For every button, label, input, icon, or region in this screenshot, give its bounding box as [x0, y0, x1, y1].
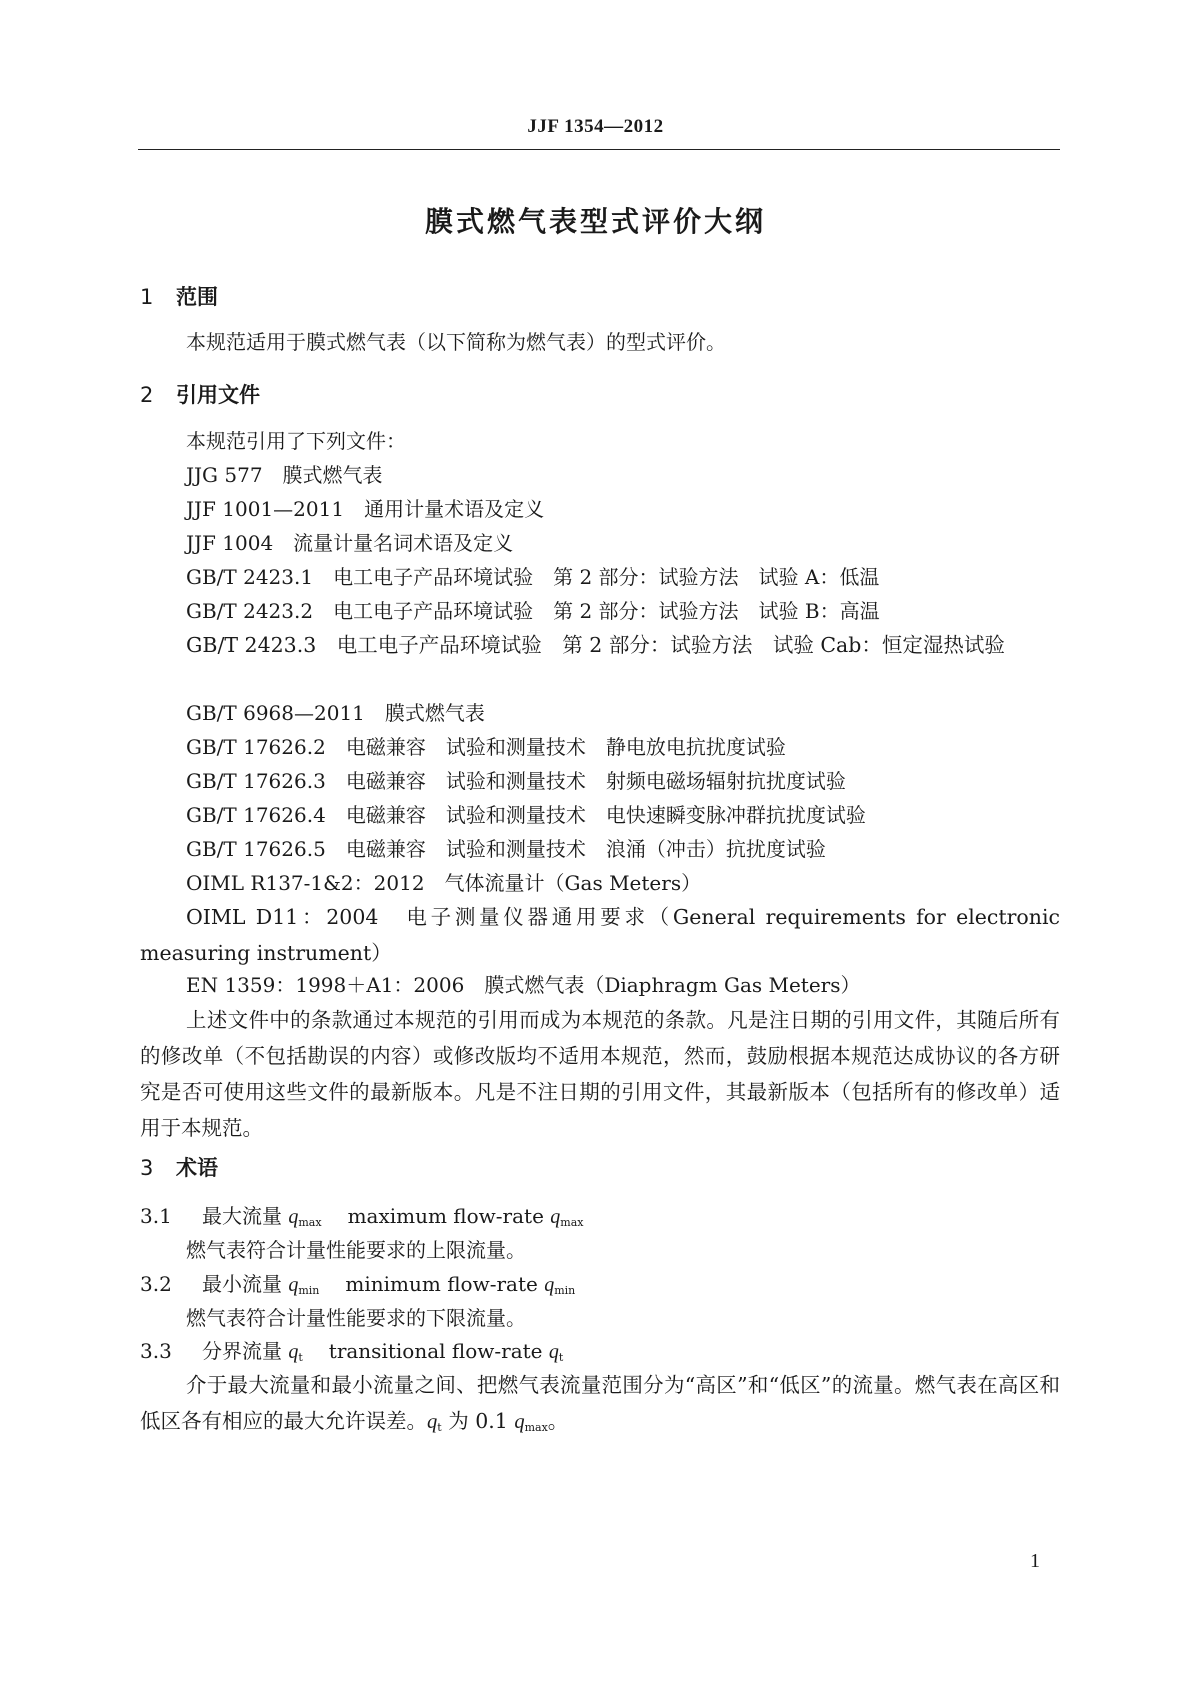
ref-item: GB/T 2423.2 电工电子产品环境试验 第 2 部分：试验方法 试验 B：高温: [186, 599, 880, 623]
refs-paragraph: 上述文件中的条款通过本规范的引用而成为本规范的条款。凡是注日期的引用文件，其随后所有的修改单（不包括勘误的内容）或修改版均不适用本规范，然而，鼓励根据本规范达成协议的各方研究是否可使用这些文件的最新版本。凡是不注日期的引用文件，其最新版本（包括所有的修改单）适用于本规范。: [140, 1008, 1060, 1140]
term-cn: 最大流量: [202, 1204, 282, 1228]
ref-item: JJG 577 膜式燃气表: [186, 463, 383, 487]
term-subscript: t: [558, 1351, 564, 1364]
term-subscript: t: [298, 1351, 303, 1364]
section-2-heading: [140, 379, 260, 409]
term-en: minimum flow-rate: [345, 1272, 538, 1296]
term-symbol: q: [288, 1341, 299, 1363]
term-number: 3.1: [140, 1204, 172, 1228]
term-3-3-definition: [140, 1367, 1060, 1446]
term-3-2: [140, 1269, 575, 1306]
term-symbol: q: [548, 1341, 559, 1363]
note-middle: 为 0.1: [441, 1409, 515, 1433]
section-2-number: 2: [140, 383, 154, 407]
section-3-number: 3: [140, 1156, 154, 1180]
note-subscript: t: [437, 1421, 442, 1434]
note-symbol: q: [514, 1411, 525, 1433]
ref-item: OIML D11：2004 电子测量仪器通用要求（General requirements for electronic measuring instrument）: [140, 905, 1060, 965]
ref-item: JJF 1004 流量计量名词术语及定义: [186, 531, 514, 555]
note-symbol: q: [427, 1411, 438, 1433]
term-3-1: [140, 1201, 583, 1238]
term-symbol: q: [544, 1274, 555, 1296]
section-3-title: 术语: [176, 1156, 218, 1180]
ref-item: GB/T 2423.1 电工电子产品环境试验 第 2 部分：试验方法 试验 A：低温: [186, 565, 880, 589]
term-number: 3.3: [140, 1339, 172, 1363]
note-end: 。: [547, 1409, 569, 1433]
ref-item: GB/T 17626.3 电磁兼容 试验和测量技术 射频电磁场辐射抗扰度试验: [186, 769, 846, 793]
term-subscript: max: [298, 1216, 322, 1229]
ref-item: GB/T 2423.3 电工电子产品环境试验 第 2 部分：试验方法 试验 Cab：恒定湿热试验: [186, 633, 1005, 657]
page-title: 膜式燃气表型式评价大纲: [424, 205, 766, 238]
ref-item: GB/T 17626.4 电磁兼容 试验和测量技术 电快速瞬变脉冲群抗扰度试验: [186, 803, 866, 827]
term-symbol: q: [288, 1274, 299, 1296]
section-1-number: 1: [140, 285, 154, 309]
term-symbol: q: [288, 1206, 299, 1228]
term-symbol: q: [550, 1206, 561, 1228]
ref-item: GB/T 17626.2 电磁兼容 试验和测量技术 静电放电抗扰度试验: [186, 735, 786, 759]
term-cn: 最小流量: [202, 1272, 282, 1296]
term-subscript: min: [298, 1284, 320, 1297]
ref-item: GB/T 6968—2011 膜式燃气表: [186, 701, 485, 725]
term-subscript: min: [554, 1284, 576, 1297]
term-3-3-definition-text: 介于最大流量和最小流量之间、把燃气表流量范围分为“高区”和“低区”的流量。燃气表在高区和低区各有相应的最大允许误差。: [140, 1373, 1060, 1433]
header-code: JJF 1354—2012: [527, 116, 664, 137]
term-subscript: max: [560, 1216, 584, 1229]
ref-item: JJF 1001—2011 通用计量术语及定义: [186, 497, 545, 521]
term-3-2-definition: 燃气表符合计量性能要求的下限流量。: [186, 1306, 526, 1330]
section-3-heading: [140, 1152, 218, 1182]
term-en: transitional flow-rate: [328, 1339, 543, 1363]
page-number: 1: [1030, 1550, 1040, 1572]
section-1-body: 本规范适用于膜式燃气表（以下简称为燃气表）的型式评价。: [186, 330, 726, 354]
section-1-title: 范围: [176, 285, 218, 309]
header-rule: [138, 149, 1060, 150]
term-en: maximum flow-rate: [347, 1204, 544, 1228]
ref-item: OIML R137-1&2：2012 气体流量计（Gas Meters）: [186, 871, 702, 895]
section-2-title: 引用文件: [176, 383, 260, 407]
term-number: 3.2: [140, 1272, 172, 1296]
ref-item: EN 1359：1998＋A1：2006 膜式燃气表（Diaphragm Gas Meters）: [186, 973, 861, 997]
note-subscript: max: [524, 1421, 548, 1434]
section-1-heading: [140, 281, 218, 311]
refs-intro: 本规范引用了下列文件：: [186, 429, 406, 453]
term-3-1-definition: 燃气表符合计量性能要求的上限流量。: [186, 1238, 526, 1262]
term-cn: 分界流量: [202, 1339, 282, 1363]
ref-item: GB/T 17626.5 电磁兼容 试验和测量技术 浪涌（冲击）抗扰度试验: [186, 837, 826, 861]
